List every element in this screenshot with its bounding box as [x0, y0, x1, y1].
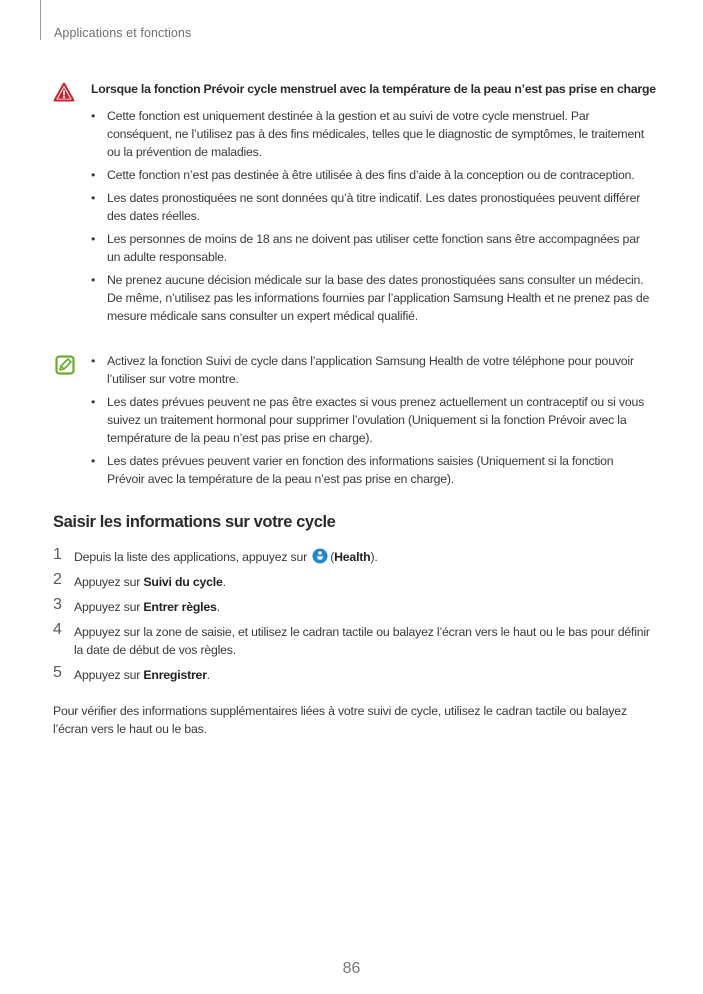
warning-item	[91, 166, 651, 184]
note-pencil-icon	[55, 355, 75, 375]
step-bold: Suivi du cycle	[143, 575, 223, 589]
step-number: 4	[53, 621, 62, 638]
step-number: 2	[53, 571, 62, 588]
warning-item	[91, 271, 651, 325]
step-text-end: .	[216, 600, 220, 614]
step-number: 3	[53, 596, 62, 613]
step-3	[53, 598, 653, 616]
bullet: •	[91, 191, 96, 205]
warning-item-text: Cette fonction n’est pas destinée à être utilisée à des fins d’aide à la conception ou de contraception.	[107, 168, 635, 182]
note-item	[91, 352, 651, 388]
bullet: •	[91, 354, 96, 368]
step-text: Appuyez sur	[74, 575, 144, 589]
section-header: Applications et fonctions	[54, 26, 192, 40]
warning-item-text: Les dates pronostiquées ne sont données qu’à titre indicatif. Les dates pronostiquées peuvent différer des dates réelles.	[107, 191, 641, 223]
warning-triangle-icon	[53, 82, 75, 102]
warning-item-text: Les personnes de moins de 18 ans ne doivent pas utiliser cette fonction sans être accompagnées par un adulte responsable.	[107, 232, 640, 264]
warning-title: Lorsque la fonction Prévoir cycle menstruel avec la température de la peau n’est pas prise en charge	[91, 82, 656, 96]
step-text: Appuyez sur	[74, 600, 144, 614]
header-divider	[40, 0, 41, 40]
health-app-icon	[312, 548, 328, 564]
section-title: Saisir les informations sur votre cycle	[53, 513, 336, 531]
step-bold: Enregistrer	[143, 668, 207, 682]
warning-list	[91, 107, 651, 330]
note-item-text: Les dates prévues peuvent ne pas être exactes si vous prenez actuellement un contraceptif ou si vous suivez un traitement hormonal pour supprimer l’ovulation (Uniquement si la fonction Prévoir avec la température de la peau n’est pas prise en charge).	[107, 395, 645, 445]
step-number: 1	[53, 546, 62, 563]
warning-item-text: Ne prenez aucune décision médicale sur la base des dates pronostiquées sans consulter un médecin. De même, n’utilisez pas les informations fournies par l’application Samsung Health et ne prenez pas de mesure médicale sans consulter un expert médical qualifié.	[107, 273, 650, 323]
step-text-end: .	[206, 668, 211, 682]
warning-item	[91, 189, 651, 225]
bullet: •	[91, 109, 96, 123]
warning-item-text: Cette fonction est uniquement destinée à la gestion et au suivi de votre cycle menstruel. Par conséquent, ne l’utilisez pas à des fins médicales, telles que le diagnostic de symptômes, le traitement ou la prévention de maladies.	[107, 109, 644, 159]
step-4	[53, 623, 653, 659]
step-1: 1 Depuis la liste des applications, appuyez sur (Health).	[53, 546, 378, 564]
bullet: •	[91, 232, 96, 246]
warning-item	[91, 230, 651, 266]
note-item	[91, 452, 651, 488]
note-item-text: Activez la fonction Suivi de cycle dans l’application Samsung Health de votre téléphone pour pouvoir l’utiliser sur votre montre.	[107, 354, 634, 386]
bullet: •	[91, 168, 96, 182]
page-number: 86	[342, 960, 361, 977]
bullet: •	[91, 395, 96, 409]
step-text-end: .	[374, 550, 378, 564]
step-text: Appuyez sur	[74, 668, 144, 682]
warning-item	[91, 107, 651, 161]
step-text: Depuis la liste des applications, appuyez sur	[74, 550, 311, 564]
step-2	[53, 573, 653, 591]
closing-paragraph: Pour vérifier des informations supplémentaires liées à votre suivi de cycle, utilisez le cadran tactile ou balayez l’écran vers le haut ou le bas.	[53, 704, 627, 736]
step-number: 5	[53, 664, 62, 681]
steps-list	[53, 548, 653, 691]
bullet: •	[91, 273, 96, 287]
note-item-text: Les dates prévues peuvent varier en fonction des informations saisies (Uniquement si la fonction Prévoir avec la température de la peau n’est pas prise en charge).	[107, 454, 614, 486]
step-text: Appuyez sur la zone de saisie, et utilisez le cadran tactile ou balayez l’écran vers le haut ou le bas pour définir la date de début de vos règles.	[74, 625, 650, 657]
step-bold: Health	[334, 550, 371, 564]
note-list	[91, 352, 651, 493]
bullet: •	[91, 454, 96, 468]
step-bold: Entrer règles	[143, 600, 217, 614]
step-text-end: .	[222, 575, 226, 589]
step-5	[53, 666, 653, 684]
note-item	[91, 393, 651, 447]
